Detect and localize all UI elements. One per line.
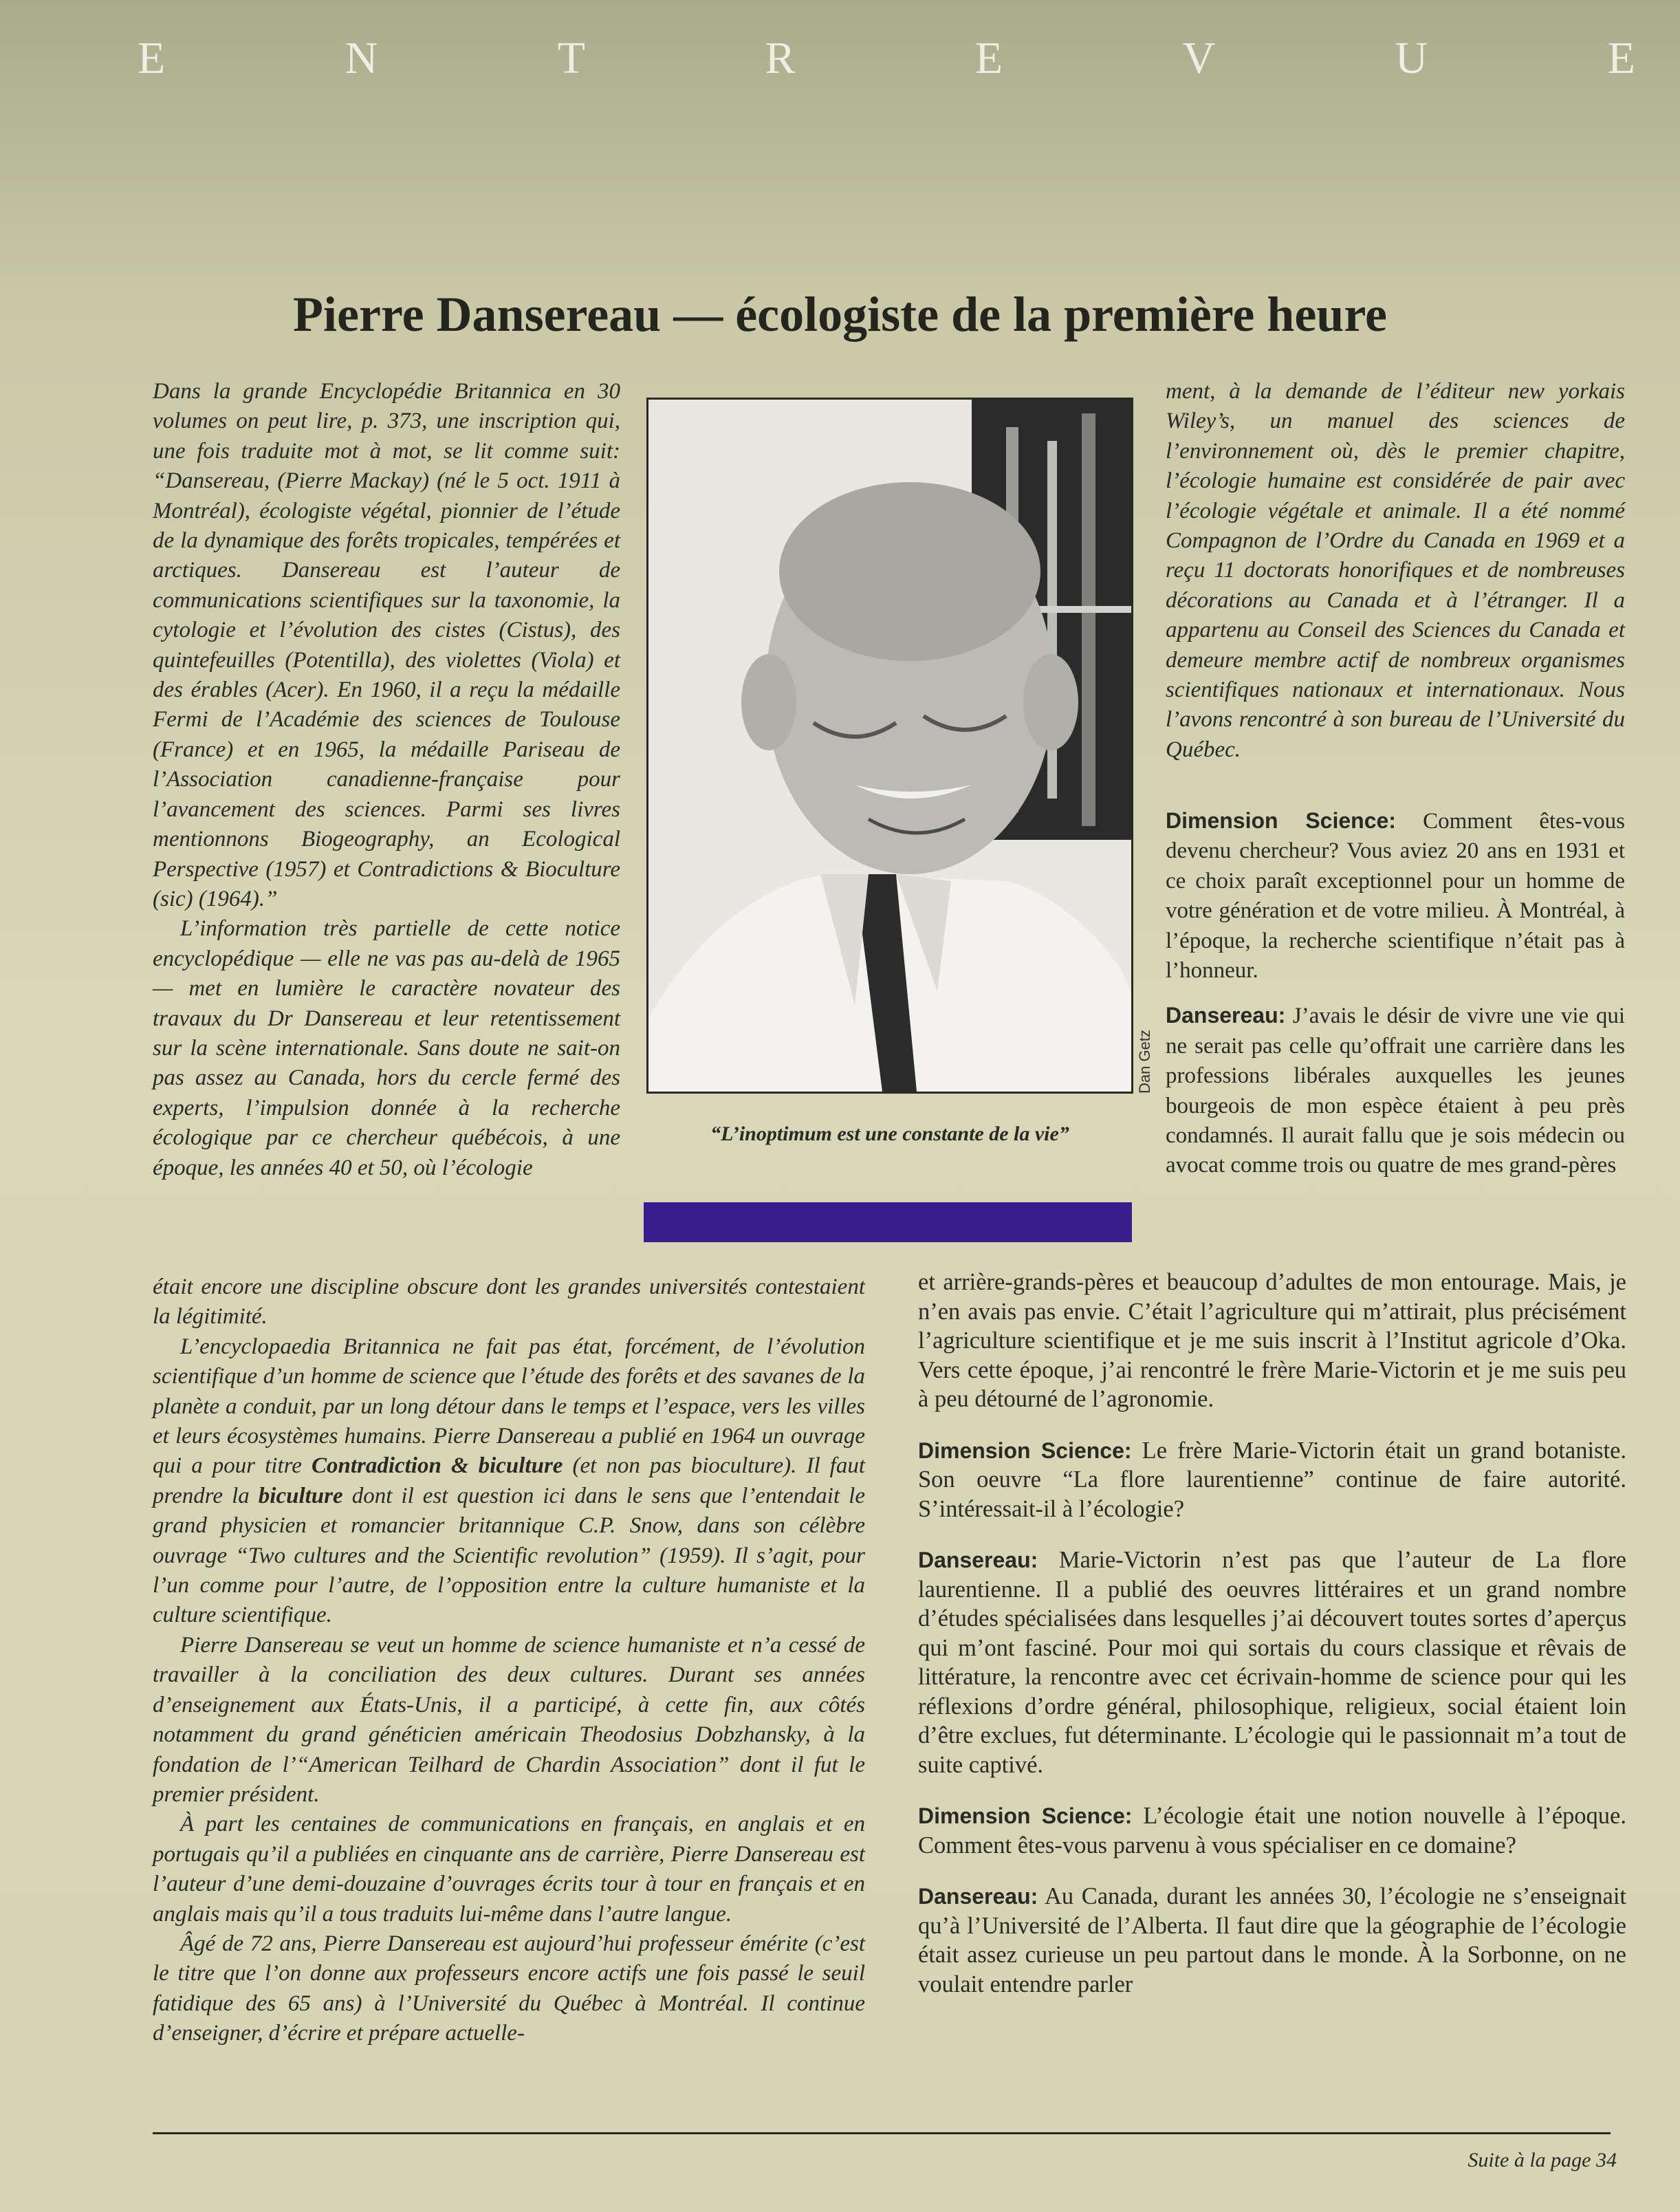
header-letter: N bbox=[345, 33, 380, 83]
intro-paragraph: était encore une discipline obscure dont les grandes universités contestaient la légitimité. bbox=[153, 1275, 865, 1330]
footer-rule bbox=[153, 2132, 1611, 2134]
interview-column-wide bbox=[918, 1268, 1626, 1999]
article-title: Pierre Dansereau — écologiste de la première heure bbox=[293, 287, 1387, 343]
question-text: L’écologie était une notion nouvelle à l’époque. Comment êtes-vous parvenu à vous spécialiser en ce domaine? bbox=[918, 1803, 1626, 1858]
photo-credit: Dan Getz bbox=[1136, 1030, 1153, 1094]
header-letter: E bbox=[138, 33, 167, 83]
photo-caption: “L’inoptimum est une constante de la vie” bbox=[710, 1123, 1069, 1145]
interview-answer bbox=[1166, 1001, 1625, 1180]
section-header bbox=[138, 28, 1637, 89]
interview-answer bbox=[918, 1882, 1626, 1999]
question-text: Le frère Marie-Victorin était un grand botaniste. Son oeuvre “La flore laurentienne” continue de faire autorité. S’intéressait-il à l’écologie? bbox=[918, 1437, 1627, 1522]
accent-bar bbox=[644, 1202, 1132, 1242]
header-letter: R bbox=[765, 33, 797, 83]
speaker-label: Dimension Science: bbox=[918, 1438, 1132, 1463]
header-letter: U bbox=[1395, 33, 1430, 83]
question-text: Comment êtes-vous devenu chercheur? Vous aviez 20 ans en 1931 et ce choix paraît exceptionnel pour un homme de votre génération et de votre milieu. À Montréal, à l’époque, la recherche scientifique n’était pas à l’honneur. bbox=[1166, 809, 1625, 984]
interview-question bbox=[1166, 806, 1625, 986]
text-run: dont il est question ici dans le sens que l’entendait le grand physicien et romancier britannique C.P. Snow, dans son célèbre ouvrage “Two cultures and the Scientific revolution” (1959). Il s’agit, pour l’un comme pour l’autre, de l’opposition entre la culture humaniste et la culture scientifique. bbox=[153, 1483, 866, 1628]
speaker-label: Dansereau: bbox=[1166, 1003, 1286, 1028]
interview-answer bbox=[918, 1546, 1626, 1779]
answer-text: J’avais le désir de vivre une vie qui ne serait pas celle qu’offrait une carrière dans les professions libérales auxquelles les jeunes bourgeois de mon espèce étaient à peu près condamnés. Il aurait fallu que je sois médecin ou avocat comme trois ou quatre de mes grand-pères bbox=[1166, 1004, 1625, 1178]
portrait-photo bbox=[646, 398, 1133, 1094]
header-letter: E bbox=[1607, 33, 1637, 83]
speaker-label: Dimension Science: bbox=[918, 1803, 1133, 1828]
speaker-label: Dansereau: bbox=[918, 1548, 1038, 1572]
intro-paragraph: À part les centaines de communications en français, en anglais et en portugais qu’il a publiées en cinquante ans de carrière, Pierre Dansereau est l’auteur d’une demi-douzaine d’ouvrages écrits tour à tour en français et en anglais mais qu’il a tous traduits lui-même dans l’autre langue. bbox=[153, 1812, 865, 1927]
intro-paragraph: Pierre Dansereau se veut un homme de science humaniste et n’a cessé de travailler à la conciliation des deux cultures. Durant ses années d’enseignement aux États-Unis, il a participé, à cette fin, aux côtés notamment du grand généticien américain Theodosius Dobzhansky, à la fondation de l’“American Teilhard de Chardin Association” dont il fut le premier président. bbox=[153, 1632, 865, 1807]
interview-question bbox=[918, 1801, 1626, 1860]
intro-column-left bbox=[153, 377, 620, 1183]
speaker-label: Dimension Science: bbox=[1166, 808, 1396, 833]
answer-text: Au Canada, durant les années 30, l’écologie ne s’enseignait qu’à l’Université de l’Alberta. Il faut dire que la géographie de l’écologie était assez curieuse un peu partout dans le monde. À la Sorbonne, on ne voulait entendre parler bbox=[918, 1883, 1626, 1997]
emphasis: biculture bbox=[258, 1483, 343, 1508]
interview-column-right bbox=[1166, 806, 1625, 1181]
header-letter: T bbox=[557, 33, 587, 83]
text-run: (et non pas bioculture). Il faut prendre la bbox=[153, 1453, 865, 1508]
book-title: Contradiction & biculture bbox=[311, 1453, 563, 1479]
answer-continued: et arrière-grands-pères et beaucoup d’adultes de mon entourage. Mais, je n’en avais pas envie. C’était l’agriculture qui m’attirait, plus précisément l’agriculture scientifique et je me suis inscrit à l’Institut agricole d’Oka. Vers cette époque, j’ai rencontré le frère Marie-Victorin et je me suis peu à peu détourné de l’agronomie. bbox=[918, 1269, 1626, 1412]
portrait-illustration bbox=[648, 400, 1131, 1092]
header-letter: V bbox=[1182, 33, 1217, 83]
intro-column-right bbox=[1166, 377, 1625, 765]
continued-on-page[interactable]: Suite à la page 34 bbox=[1468, 2149, 1617, 2171]
speaker-label: Dansereau: bbox=[918, 1884, 1038, 1909]
intro-paragraph: Âgé de 72 ans, Pierre Dansereau est aujourd’hui professeur émérite (c’est le titre que l’on donne aux professeurs encore actifs une fois passé le seuil fatidique des 65 ans) à l’Université du Québec à Montréal. Il continue d’enseigner, d’écrire et prépare actuelle- bbox=[153, 1931, 865, 2046]
header-letter: E bbox=[974, 33, 1005, 83]
text-run: L’encyclopaedia Britannica ne fait pas état, forcément, de l’évolution scientifique d’un homme de science que l’étude des forêts et des savanes de la planète a conduit, par un long détour dans le temps et l’espace, vers les villes et leurs écosystèmes humains. Pierre Dansereau a publié en 1964 un ouvrage qui a pour titre bbox=[153, 1334, 865, 1479]
intro-paragraph: Dans la grande Encyclopédie Britannica en 30 volumes on peut lire, p. 373, une inscription qui, une fois traduite mot à mot, se lit comme suit: “Dansereau, (Pierre Mackay) (né le 5 oct. 1911 à Montréal), écologiste végétal, pionnier de l’étude de la dynamique des forêts tropicales, tempérées et arctiques. Dansereau est l’auteur de communications scientifiques sur la taxonomie, la cytologie et l’évolution des cistes (Cistus), des quintefeuilles (Potentilla), des violettes (Viola) et des érables (Acer). En 1960, il a reçu la médaille Fermi de l’Académie des sciences de Toulouse (France) et en 1965, la médaille Pariseau de l’Association canadienne-française pour l’avancement des sciences. Parmi ses livres mentionnons Biogeography, an Ecological Perspective (1957) et Contradictions & Bioculture (sic) (1964).” bbox=[153, 379, 620, 911]
intro-column-wide bbox=[153, 1272, 865, 2049]
answer-text: Marie-Victorin n’est pas que l’auteur de La flore laurentienne. Il a publié des oeuvres littéraires et un grand nombre d’études spécialisées dans lesquelles j’ai découvert toutes sortes d’aperçus qui m’ont fasciné. Pour moi qui sortais du cours classique et rêvais de littérature, la rencontre avec cet écrivain-homme de science pour qui les réflexions d’ordre général, philosophique, religieux, social étaient loin d’être exclues, fut déterminante. L’écologie qui le passionnait m’a tout de suite captivé. bbox=[918, 1547, 1626, 1778]
intro-paragraph: L’information très partielle de cette notice encyclopédique — elle ne vas pas au-delà de 1965 — met en lumière le caractère novateur des travaux du Dr Dansereau et leur retentissement sur la scène internationale. Sans doute ne sait-on pas assez au Canada, hors du cercle fermé des experts, l’impulsion donnée à la recherche écologique par ce chercheur québécois, à une époque, les années 40 et 50, où l’écologie bbox=[153, 916, 620, 1180]
intro-paragraph bbox=[153, 1332, 865, 1631]
intro-paragraph: ment, à la demande de l’éditeur new yorkais Wiley’s, un manuel des sciences de l’environnement où, dès le premier chapitre, l’écologie humaine est considérée de pair avec l’écologie végétale et animale. Il a été nommé Compagnon de l’Ordre du Canada en 1969 et a reçu 11 doctorats honorifiques et de nombreuses décorations au Canada et à l’étranger. Il a appartenu au Conseil des Sciences du Canada et demeure membre actif de nombreux organismes scientifiques nationaux et internationaux. Nous l’avons rencontré à son bureau de l’Université du Québec. bbox=[1166, 379, 1625, 762]
interview-question bbox=[918, 1436, 1626, 1524]
